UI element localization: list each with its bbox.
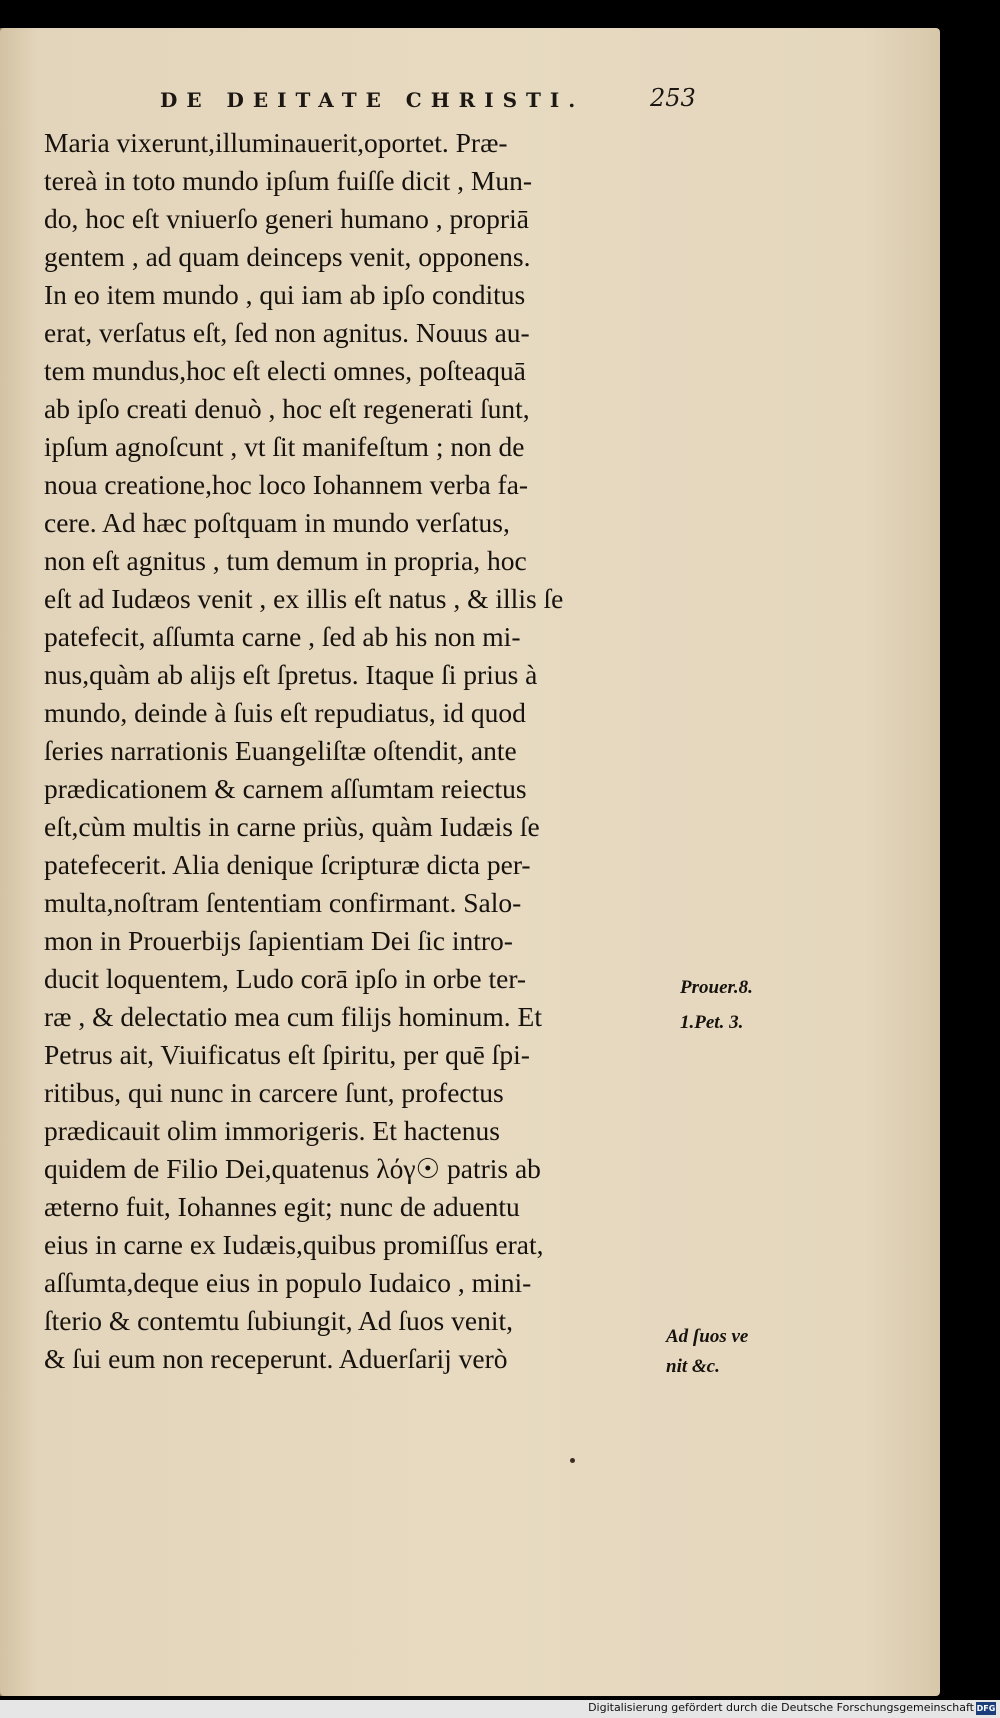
text-line: eius in carne ex Iudæis,quibus promiſſus erat, [44,1229,544,1260]
text-line: ſterio & contemtu ſubiungit, Ad ſuos venit, [44,1305,513,1336]
text-line: erat, verſatus eſt, ſed non agnitus. Nouus au- [44,317,530,348]
text-line: cere. Ad hæc poſtquam in mundo verſatus, [44,507,510,538]
text-line: ipſum agnoſcunt , vt ſit manifeſtum ; non de [44,431,525,462]
dfg-logo: DFG [976,1704,996,1713]
text-line: mon in Prouerbijs ſapientiam Dei ſic intro- [44,925,513,956]
footer-bar [0,1700,1000,1718]
text-line: non eſt agnitus , tum demum in propria, hoc [44,545,527,576]
text-line: ræ , & delectatio mea cum filijs hominum. Et [44,1001,542,1032]
text-line: quidem de Filio Dei,quatenus λόγ☉ patris ab [44,1153,541,1184]
text-line: & ſui eum non receperunt. Aduerſarij verò [44,1343,508,1374]
page-number: 253 [650,84,696,112]
text-line: eſt ad Iudæos venit , ex illis eſt natus , & illis ſe [44,583,564,614]
text-line: aſſumta,deque eius in populo Iudaico , mini- [44,1267,532,1298]
text-line: eſt,cùm multis in carne priùs, quàm Iudæis ſe [44,811,540,842]
text-line: ab ipſo creati denuò , hoc eſt regenerati ſunt, [44,393,530,424]
text-line: prædicationem & carnem aſſumtam reiectus [44,773,527,804]
text-line: ſeries narrationis Euangeliſtæ oſtendit, ante [44,735,517,766]
text-line: gentem , ad quam deinceps venit, opponens. [44,241,531,272]
marginal-note-ad-suos [666,1322,748,1382]
text-line: tem mundus,hoc eſt electi omnes, poſteaquā [44,355,526,386]
text-line: patefecit, aſſumta carne , ſed ab his non mi- [44,621,521,652]
text-line: Maria vixerunt,illuminauerit,oportet. Præ- [44,127,508,158]
text-line: tereà in toto mundo ipſum fuiſſe dicit , Mun- [44,165,533,196]
text-line: noua creatione,hoc loco Iohannem verba fa- [44,469,529,500]
marginal-note-proverbs: Prouer.8. [680,977,753,998]
marginal-note-line: nit &c. [666,1356,720,1377]
text-line: In eo item mundo , qui iam ab ipſo conditus [44,279,526,310]
text-line: multa,noſtram ſententiam confirmant. Salo- [44,887,522,918]
text-line: do, hoc eſt vniuerſo generi humano , propriā [44,203,529,234]
running-head: DE DEITATE CHRISTI. [160,88,585,112]
marginal-note-line: Ad ſuos ve [666,1326,749,1347]
ink-speck [570,1458,575,1463]
text-line: nus,quàm ab alijs eſt ſpretus. Itaque ſi prius à [44,659,538,690]
text-line: mundo, deinde à ſuis eſt repudiatus, id quod [44,697,526,728]
text-line: prædicauit olim immorigeris. Et hactenus [44,1115,500,1146]
text-line: ritibus, qui nunc in carcere ſunt, profectus [44,1077,504,1108]
text-line: Petrus ait, Viuificatus eſt ſpiritu, per quē ſpi- [44,1039,530,1070]
text-line: æterno fuit, Iohannes egit; nunc de aduentu [44,1191,520,1222]
marginal-note-peter: 1.Pet. 3. [680,1012,744,1033]
body-text [44,124,684,1378]
text-line: patefecerit. Alia denique ſcripturæ dicta per- [44,849,531,880]
text-line: ducit loquentem, Ludo corā ipſo in orbe ter- [44,963,527,994]
funding-notice: Digitalisierung gefördert durch die Deutsche Forschungsgemeinschaft [588,1701,974,1714]
